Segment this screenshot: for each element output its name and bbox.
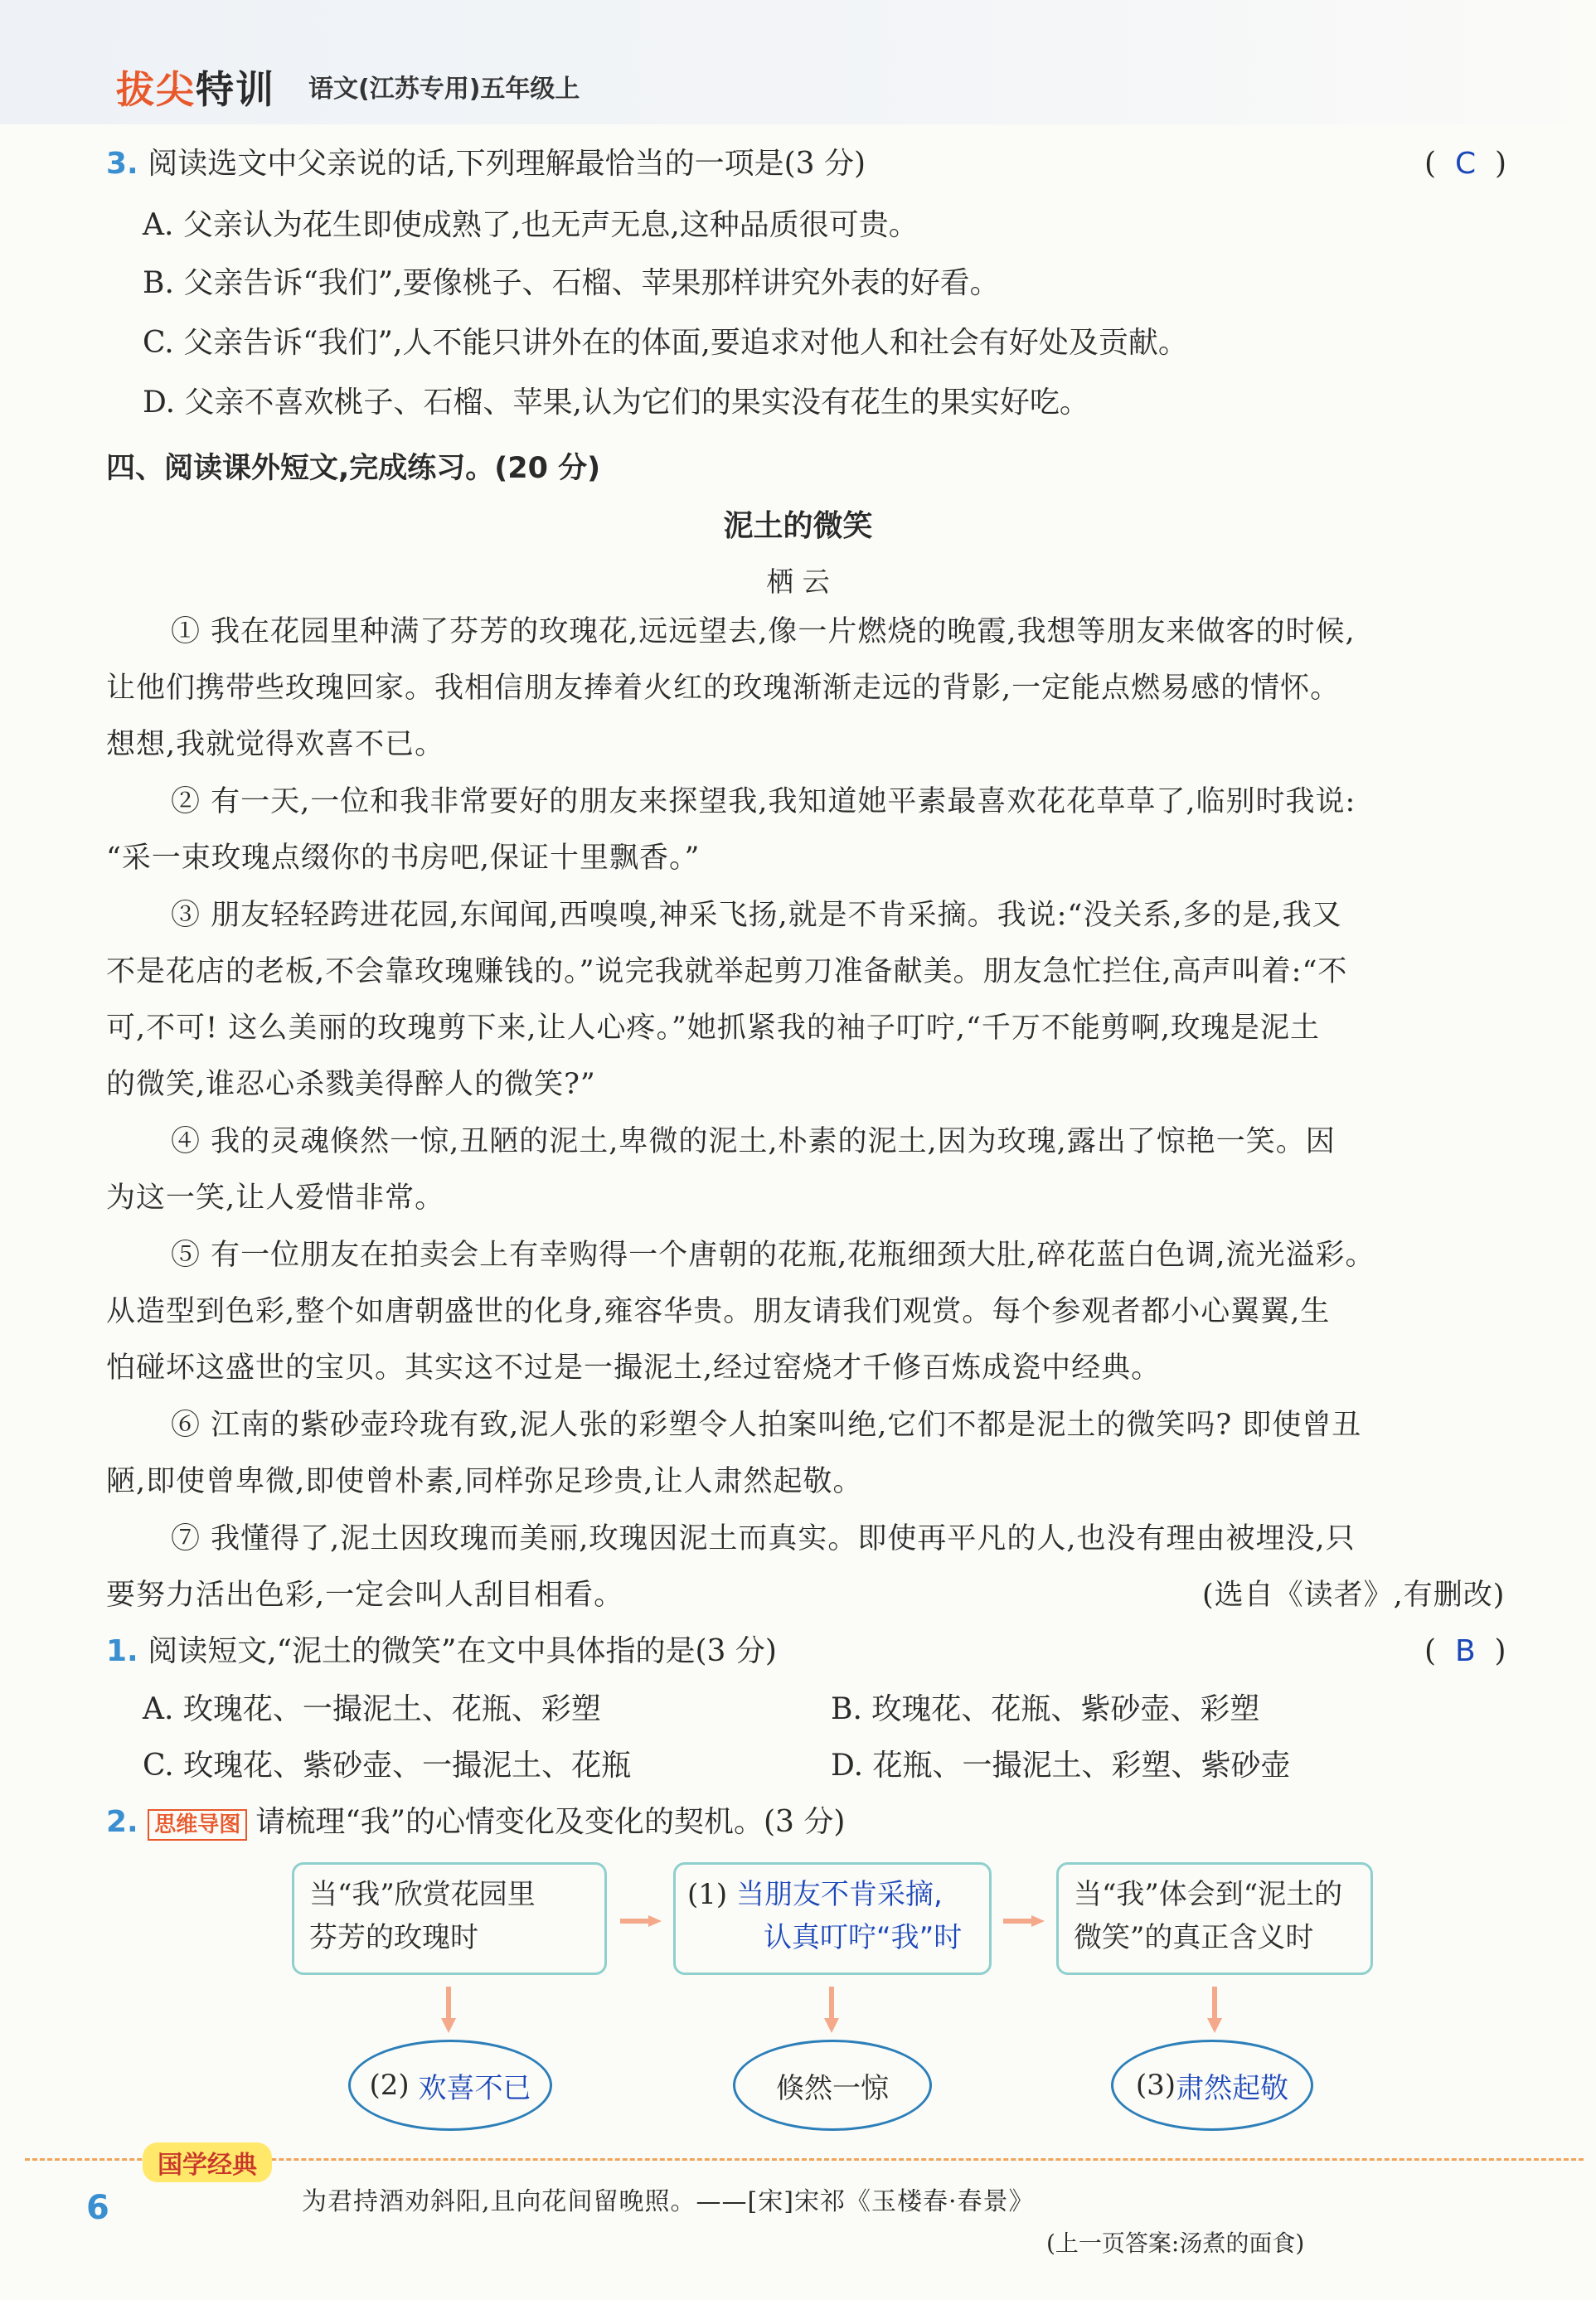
flow-box-2-answer: 认真叮咛“我”时 [764,1921,963,1954]
flow-box-3-line: 当“我”体会到“泥土的 [1074,1878,1343,1911]
q3-stem: 阅读选文中父亲说的话,下列理解最恰当的一项是(3 分) [148,147,866,181]
feeling-oval-1-label: (2) [369,2069,410,2102]
article-line: 怕碰坏这盛世的宝贝。其实这不过是一撮泥土,经过窑烧才千修百炼成瓷中经典。 [106,1351,1162,1385]
feeling-oval-3 [1111,2040,1313,2131]
flow-box-3-line: 微笑”的真正含义时 [1074,1921,1314,1954]
article-source: (选自《读者》,有删改) [1202,1579,1506,1612]
flow-box-1-line: 当“我”欣赏花园里 [309,1878,536,1911]
article-line: ② 有一天,一位和我非常要好的朋友来探望我,我知道她平素最喜欢花花草草了,临别时我说: [171,785,1356,818]
q2-stem: 请梳理“我”的心情变化及变化的契机。(3 分) [255,1805,846,1839]
mindmap-tag: 思维导图 [148,1809,247,1841]
q2-number: 2. [106,1805,138,1839]
q1-stem-line [106,1633,777,1670]
feeling-oval-1 [348,2040,552,2131]
article-line: ⑤ 有一位朋友在拍卖会上有幸购得一个唐朝的花瓶,花瓶细颈大肚,碎花蓝白色调,流光溢彩。 [171,1239,1375,1272]
arrow-right-icon [1003,1915,1045,1927]
brand-part-a: 拔尖 [116,67,196,112]
q3-option-c: C. 父亲告诉“我们”,人不能只讲外在的体面,要追求对他人和社会有好处及贡献。 [143,326,1188,360]
feeling-oval-2: 倏然一惊 [733,2040,932,2131]
article-line: 不是花店的老板,不会靠玫瑰赚钱的。”说完我就举起剪刀准备献美。朋友急忙拦住,高声叫着:“不 [106,955,1348,988]
q1-paren-close: ) [1494,1634,1506,1668]
section-heading: 四、阅读课外短文,完成练习。(20 分) [106,452,601,485]
article-line: ③ 朋友轻轻跨进花园,东闻闻,西嗅嗅,神采飞扬,就是不肯采摘。我说:“没关系,多的是,我又 [171,899,1342,932]
article-title: 泥土的微笑 [723,509,873,543]
flow-box-3 [1056,1862,1373,1975]
flow-box-2 [673,1862,992,1975]
feeling-oval-1-answer: 欢喜不已 [418,2071,531,2105]
q1-paren-open: ( [1424,1634,1437,1668]
q3-option-b: B. 父亲告诉“我们”,要像桃子、石榴、苹果那样讲究外表的好看。 [143,266,1000,300]
feeling-oval-3-answer: 肃然起敬 [1176,2071,1289,2105]
arrow-down-icon [441,1987,456,2033]
q3-number: 3. [106,147,138,181]
brand-part-b: 特训 [196,67,275,112]
q3-answer-slot [1424,146,1506,182]
arrow-right-icon [620,1915,662,1927]
article-line: ④ 我的灵魂倏然一惊,丑陋的泥土,卑微的泥土,朴素的泥土,因为玫瑰,露出了惊艳一笑。因 [171,1125,1336,1158]
flow-box-1 [292,1862,607,1975]
arrow-down-icon [1207,1987,1222,2033]
q3-paren-open: ( [1424,147,1437,181]
book-subtitle: 语文(江苏专用)五年级上 [308,75,580,104]
q1-number: 1. [106,1634,138,1668]
article-line: 的微笑,谁忍心杀戮美得醉人的微笑?” [106,1068,596,1101]
article-line: 陋,即使曾卑微,即使曾朴素,同样弥足珍贵,让人肃然起敬。 [106,1465,863,1498]
brand-logo [116,60,275,114]
article-line: 为这一笑,让人爱惜非常。 [106,1182,445,1215]
article-line: “采一束玫瑰点缀你的书房吧,保证十里飘香。” [106,842,701,875]
article-line: 从造型到色彩,整个如唐朝盛世的化身,雍容华贵。朋友请我们观赏。每个参观者都小心翼翼,生 [106,1295,1331,1328]
q3-answer: C [1454,147,1477,181]
arrow-down-icon [824,1987,839,2033]
q1-answer: B [1454,1634,1476,1668]
previous-answer: (上一页答案:汤煮的面食) [1046,2230,1305,2257]
article-author: 栖 云 [766,565,830,598]
article-line: ⑥ 江南的紫砂壶玲珑有致,泥人张的彩塑令人拍案叫绝,它们不都是泥土的微笑吗? 即使曾丑 [171,1409,1362,1442]
flow-box-2-label: (1) [687,1878,728,1911]
q3-option-a: A. 父亲认为花生即使成熟了,也无声无息,这种品质很可贵。 [143,208,919,242]
article-line: 要努力活出色彩,一定会叫人刮目相看。 [106,1579,624,1612]
flow-box-2-answer: 当朋友不肯采摘, [735,1878,943,1911]
classic-quote: 为君持酒劝斜阳,且向花间留晚照。——[宋]宋祁《玉楼春·春景》 [302,2187,1035,2216]
page-number: 6 [86,2189,109,2227]
q1-option-b: B. 玫瑰花、花瓶、紫砂壶、彩塑 [831,1692,1260,1726]
q1-option-c: C. 玫瑰花、紫砂壶、一撮泥土、花瓶 [143,1749,632,1783]
article-line: 让他们携带些玫瑰回家。我相信朋友捧着火红的玫瑰渐渐走远的背影,一定能点燃易感的情怀。 [106,672,1341,705]
article-line: ① 我在花园里种满了芬芳的玫瑰花,远远望去,像一片燃烧的晚霞,我想等朋友来做客的时候, [171,615,1356,648]
article-line: ⑦ 我懂得了,泥土因玫瑰而美丽,玫瑰因泥土而真实。即使再平凡的人,也没有理由被埋没,只 [171,1522,1356,1555]
classic-badge: 国学经典 [143,2142,272,2182]
q1-option-d: D. 花瓶、一撮泥土、彩塑、紫砂壶 [831,1749,1291,1783]
article-line: 想想,我就觉得欢喜不已。 [106,728,445,761]
q1-option-a: A. 玫瑰花、一撮泥土、花瓶、彩塑 [143,1692,601,1726]
flow-box-1-line: 芬芳的玫瑰时 [309,1921,478,1954]
q1-stem: 阅读短文,“泥土的微笑”在文中具体指的是(3 分) [148,1634,777,1668]
feeling-oval-3-label: (3) [1135,2069,1176,2102]
q1-answer-slot [1424,1633,1506,1670]
q3-paren-close: ) [1494,147,1507,181]
q2-stem-line [106,1804,845,1841]
q3-option-d: D. 父亲不喜欢桃子、石榴、苹果,认为它们的果实没有花生的果实好吃。 [143,386,1089,420]
article-line: 可,不可! 这么美丽的玫瑰剪下来,让人心疼。”她抓紧我的袖子叮咛,“千万不能剪啊,玫瑰是泥土 [106,1012,1320,1045]
q3-stem-line [106,146,866,182]
